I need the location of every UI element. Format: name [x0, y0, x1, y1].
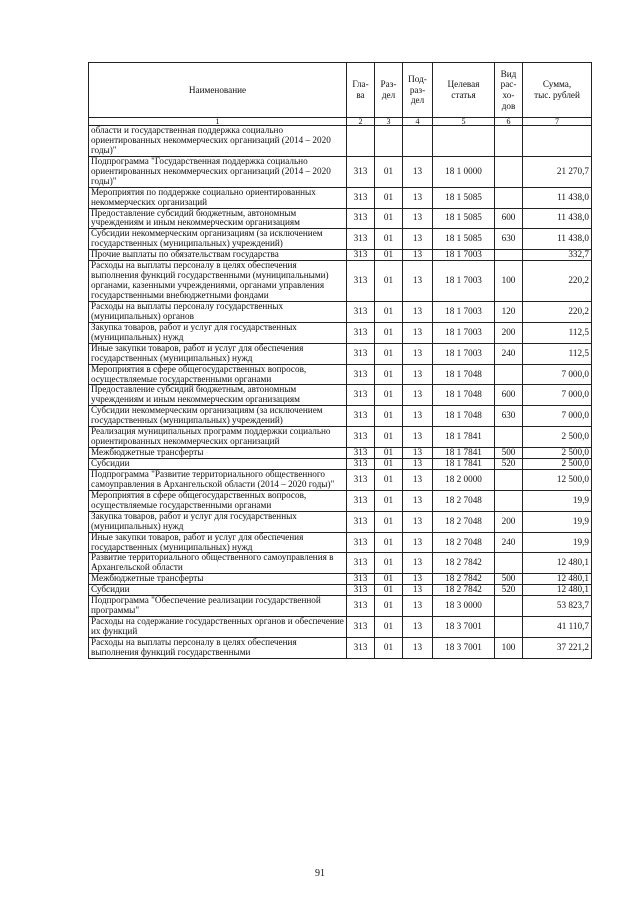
cell-sum: 7 000,0 — [523, 406, 592, 427]
budget-table — [88, 62, 592, 659]
cell-razdel: 01 — [375, 459, 403, 470]
cell-vid — [495, 469, 523, 490]
cell-statya: 18 1 5085 — [433, 187, 495, 208]
cell-glava: 313 — [347, 553, 375, 574]
cell-name: Подпрограмма "Государственная поддержка социально ориентированных некоммерческих организаций (2014 – 2020 годы)" — [89, 156, 347, 187]
cell-podrazdel: 13 — [403, 156, 433, 187]
cell-statya: 18 2 7048 — [433, 511, 495, 532]
cell-podrazdel: 13 — [403, 585, 433, 596]
cell-razdel: 01 — [375, 617, 403, 638]
header-name: Наименование — [89, 63, 347, 118]
cell-razdel: 01 — [375, 511, 403, 532]
table-row — [89, 385, 592, 406]
cell-glava: 313 — [347, 459, 375, 470]
table-row — [89, 343, 592, 364]
cell-vid: 240 — [495, 532, 523, 553]
cell-statya: 18 2 7842 — [433, 585, 495, 596]
cell-sum: 19,9 — [523, 532, 592, 553]
cell-glava: 313 — [347, 208, 375, 229]
cell-sum: 12 500,0 — [523, 469, 592, 490]
cell-razdel: 01 — [375, 364, 403, 385]
cell-glava: 313 — [347, 343, 375, 364]
cell-name: Мероприятия в сфере общегосударственных вопросов, осуществляемые государственными органами — [89, 490, 347, 511]
cell-glava: 313 — [347, 617, 375, 638]
cell-statya: 18 1 7841 — [433, 427, 495, 448]
cell-razdel: 01 — [375, 250, 403, 261]
cell-name: Расходы на выплаты персоналу в целях обеспечения выполнения функций государственными — [89, 637, 347, 658]
cell-vid — [495, 617, 523, 638]
cell-statya: 18 1 7003 — [433, 301, 495, 322]
col-number: 3 — [375, 118, 403, 126]
cell-sum: 332,7 — [523, 250, 592, 261]
cell-razdel: 01 — [375, 229, 403, 250]
cell-vid — [495, 596, 523, 617]
cell-glava: 313 — [347, 511, 375, 532]
cell-glava: 313 — [347, 596, 375, 617]
cell-sum: 112,5 — [523, 343, 592, 364]
cell-podrazdel: 13 — [403, 187, 433, 208]
cell-vid: 630 — [495, 229, 523, 250]
cell-statya: 18 1 7003 — [433, 343, 495, 364]
table-row — [89, 617, 592, 638]
cell-podrazdel: 13 — [403, 596, 433, 617]
cell-sum: 12 480,1 — [523, 553, 592, 574]
table-row — [89, 553, 592, 574]
cell-vid: 630 — [495, 406, 523, 427]
cell-razdel: 01 — [375, 585, 403, 596]
cell-sum: 7 000,0 — [523, 364, 592, 385]
cell-name: Иные закупки товаров, работ и услуг для обеспечения государственных (муниципальных) нужд — [89, 343, 347, 364]
table-row — [89, 459, 592, 470]
cell-podrazdel: 13 — [403, 448, 433, 459]
cell-podrazdel: 13 — [403, 511, 433, 532]
cell-name: Расходы на выплаты персоналу в целях обеспечения выполнения функций государственными (муниципальными) органами, казенными учреждениями, органами управления государственными внебюджетными фондами — [89, 261, 347, 302]
cell-name: Иные закупки товаров, работ и услуг для обеспечения государственных (муниципальных) нужд — [89, 532, 347, 553]
cell-glava: 313 — [347, 532, 375, 553]
cell-vid: 600 — [495, 385, 523, 406]
cell-sum: 2 500,0 — [523, 448, 592, 459]
cell-podrazdel: 13 — [403, 343, 433, 364]
cell-vid: 520 — [495, 585, 523, 596]
cell-statya: 18 3 0000 — [433, 596, 495, 617]
table-row — [89, 427, 592, 448]
cell-vid — [495, 490, 523, 511]
cell-name: Субсидии — [89, 585, 347, 596]
cell-podrazdel: 13 — [403, 574, 433, 585]
cell-vid: 500 — [495, 574, 523, 585]
cell-statya: 18 1 7003 — [433, 322, 495, 343]
cell-podrazdel: 13 — [403, 322, 433, 343]
cell-glava: 313 — [347, 261, 375, 302]
cell-sum: 2 500,0 — [523, 427, 592, 448]
table-row — [89, 364, 592, 385]
col-number: 1 — [89, 118, 347, 126]
cell-vid: 100 — [495, 261, 523, 302]
cell-podrazdel: 13 — [403, 553, 433, 574]
cell-statya: 18 1 7841 — [433, 459, 495, 470]
cell-name: Подпрограмма "Развитие территориального общественного самоуправления в Архангельской области (2014 – 2020 годы)" — [89, 469, 347, 490]
cell-glava: 313 — [347, 229, 375, 250]
header-row — [89, 63, 592, 118]
cell-podrazdel: 13 — [403, 250, 433, 261]
cell-name: Закупка товаров, работ и услуг для государственных (муниципальных) нужд — [89, 322, 347, 343]
table-row — [89, 250, 592, 261]
cell-sum: 37 221,2 — [523, 637, 592, 658]
cell-podrazdel: 13 — [403, 406, 433, 427]
cell-razdel: 01 — [375, 406, 403, 427]
cell-sum: 12 480,1 — [523, 585, 592, 596]
table-row — [89, 532, 592, 553]
cell-vid — [495, 553, 523, 574]
table-row — [89, 490, 592, 511]
cell-vid — [495, 427, 523, 448]
table-row — [89, 187, 592, 208]
table-row — [89, 126, 592, 157]
cell-glava: 313 — [347, 301, 375, 322]
col-number: 4 — [403, 118, 433, 126]
table-row — [89, 574, 592, 585]
table-row — [89, 596, 592, 617]
cell-razdel — [375, 126, 403, 157]
cell-podrazdel: 13 — [403, 229, 433, 250]
cell-glava: 313 — [347, 448, 375, 459]
cell-name: Реализация муниципальных программ поддержки социально ориентированных некоммерческих организаций — [89, 427, 347, 448]
cell-statya: 18 2 7048 — [433, 532, 495, 553]
cell-razdel: 01 — [375, 469, 403, 490]
cell-name: Расходы на выплаты персоналу государственных (муниципальных) органов — [89, 301, 347, 322]
cell-name: Мероприятия в сфере общегосударственных вопросов, осуществляемые государственными органами — [89, 364, 347, 385]
cell-razdel: 01 — [375, 532, 403, 553]
cell-razdel: 01 — [375, 574, 403, 585]
cell-vid — [495, 364, 523, 385]
header-razdel: Раз- дел — [375, 63, 403, 118]
table-row — [89, 585, 592, 596]
cell-razdel: 01 — [375, 343, 403, 364]
cell-glava: 313 — [347, 574, 375, 585]
cell-razdel: 01 — [375, 596, 403, 617]
cell-glava: 313 — [347, 250, 375, 261]
cell-statya: 18 2 7842 — [433, 553, 495, 574]
cell-name: Субсидии некоммерческим организациям (за исключением государственных (муниципальных) учреждений) — [89, 406, 347, 427]
cell-statya: 18 1 0000 — [433, 156, 495, 187]
cell-glava: 313 — [347, 490, 375, 511]
col-number: 6 — [495, 118, 523, 126]
cell-name: Предоставление субсидий бюджетным, автономным учреждениям и иным некоммерческим организациям — [89, 208, 347, 229]
table-row — [89, 322, 592, 343]
cell-glava: 313 — [347, 156, 375, 187]
cell-podrazdel — [403, 126, 433, 157]
cell-razdel: 01 — [375, 208, 403, 229]
header-sum: Сумма, тыс. рублей — [523, 63, 592, 118]
cell-vid: 240 — [495, 343, 523, 364]
cell-vid — [495, 187, 523, 208]
cell-sum: 19,9 — [523, 511, 592, 532]
cell-statya: 18 2 7842 — [433, 574, 495, 585]
cell-statya — [433, 126, 495, 157]
header-vid: Вид рас- хо- дов — [495, 63, 523, 118]
cell-sum: 21 270,7 — [523, 156, 592, 187]
cell-statya: 18 3 7001 — [433, 617, 495, 638]
cell-sum: 2 500,0 — [523, 459, 592, 470]
cell-vid: 600 — [495, 208, 523, 229]
cell-podrazdel: 13 — [403, 532, 433, 553]
cell-vid: 100 — [495, 637, 523, 658]
cell-glava: 313 — [347, 469, 375, 490]
table-row — [89, 406, 592, 427]
cell-razdel: 01 — [375, 156, 403, 187]
table-row — [89, 261, 592, 302]
cell-vid: 200 — [495, 511, 523, 532]
cell-sum: 220,2 — [523, 261, 592, 302]
table-row — [89, 301, 592, 322]
cell-razdel: 01 — [375, 448, 403, 459]
cell-sum: 112,5 — [523, 322, 592, 343]
cell-podrazdel: 13 — [403, 385, 433, 406]
cell-vid: 500 — [495, 448, 523, 459]
cell-name: Межбюджетные трансферты — [89, 448, 347, 459]
table-row — [89, 156, 592, 187]
cell-razdel: 01 — [375, 553, 403, 574]
cell-vid: 200 — [495, 322, 523, 343]
cell-sum: 41 110,7 — [523, 617, 592, 638]
cell-razdel: 01 — [375, 637, 403, 658]
cell-statya: 18 1 7003 — [433, 261, 495, 302]
cell-podrazdel: 13 — [403, 301, 433, 322]
cell-podrazdel: 13 — [403, 459, 433, 470]
cell-name: Закупка товаров, работ и услуг для государственных (муниципальных) нужд — [89, 511, 347, 532]
cell-sum: 12 480,1 — [523, 574, 592, 585]
cell-name: области и государственная поддержка социально ориентированных некоммерческих организаций (2014 – 2020 годы)" — [89, 126, 347, 157]
cell-glava: 313 — [347, 585, 375, 596]
cell-podrazdel: 13 — [403, 208, 433, 229]
header-podrazdel: Под- раз- дел — [403, 63, 433, 118]
table-row — [89, 637, 592, 658]
cell-glava: 313 — [347, 637, 375, 658]
cell-podrazdel: 13 — [403, 261, 433, 302]
cell-glava: 313 — [347, 364, 375, 385]
cell-statya: 18 1 7048 — [433, 364, 495, 385]
cell-glava — [347, 126, 375, 157]
cell-vid: 120 — [495, 301, 523, 322]
header-statya: Целевая статья — [433, 63, 495, 118]
cell-podrazdel: 13 — [403, 637, 433, 658]
table-row — [89, 448, 592, 459]
cell-sum — [523, 126, 592, 157]
cell-name: Расходы на содержание государственных органов и обеспечение их функций — [89, 617, 347, 638]
cell-podrazdel: 13 — [403, 427, 433, 448]
cell-sum: 7 000,0 — [523, 385, 592, 406]
cell-sum: 53 823,7 — [523, 596, 592, 617]
cell-statya: 18 1 7048 — [433, 385, 495, 406]
cell-statya: 18 3 7001 — [433, 637, 495, 658]
cell-name: Мероприятия по поддержке социально ориентированных некоммерческих организаций — [89, 187, 347, 208]
table-row — [89, 229, 592, 250]
cell-razdel: 01 — [375, 490, 403, 511]
cell-name: Предоставление субсидий бюджетным, автономным учреждениям и иным некоммерческим организациям — [89, 385, 347, 406]
cell-glava: 313 — [347, 385, 375, 406]
cell-statya: 18 1 7048 — [433, 406, 495, 427]
cell-statya: 18 2 0000 — [433, 469, 495, 490]
cell-statya: 18 1 7841 — [433, 448, 495, 459]
cell-name: Подпрограмма "Обеспечение реализации государственной программы" — [89, 596, 347, 617]
cell-sum: 11 438,0 — [523, 229, 592, 250]
cell-name: Прочие выплаты по обязательствам государства — [89, 250, 347, 261]
cell-podrazdel: 13 — [403, 364, 433, 385]
cell-podrazdel: 13 — [403, 490, 433, 511]
cell-razdel: 01 — [375, 385, 403, 406]
table-row — [89, 208, 592, 229]
cell-vid: 520 — [495, 459, 523, 470]
cell-statya: 18 2 7048 — [433, 490, 495, 511]
cell-statya: 18 1 5085 — [433, 208, 495, 229]
table-body — [89, 126, 592, 659]
col-number: 2 — [347, 118, 375, 126]
table-row — [89, 469, 592, 490]
cell-statya: 18 1 5085 — [433, 229, 495, 250]
cell-name: Развитие территориального общественного самоуправления в Архангельской области — [89, 553, 347, 574]
col-number: 5 — [433, 118, 495, 126]
cell-razdel: 01 — [375, 322, 403, 343]
cell-glava: 313 — [347, 187, 375, 208]
cell-podrazdel: 13 — [403, 617, 433, 638]
cell-razdel: 01 — [375, 187, 403, 208]
cell-vid — [495, 156, 523, 187]
cell-sum: 220,2 — [523, 301, 592, 322]
cell-razdel: 01 — [375, 301, 403, 322]
cell-sum: 11 438,0 — [523, 208, 592, 229]
cell-razdel: 01 — [375, 427, 403, 448]
cell-name: Межбюджетные трансферты — [89, 574, 347, 585]
col-number: 7 — [523, 118, 592, 126]
cell-statya: 18 1 7003 — [433, 250, 495, 261]
cell-name: Субсидии некоммерческим организациям (за исключением государственных (муниципальных) учреждений) — [89, 229, 347, 250]
cell-name: Субсидии — [89, 459, 347, 470]
page-number: 91 — [315, 868, 325, 879]
table-row — [89, 511, 592, 532]
header-glava: Гла- ва — [347, 63, 375, 118]
cell-glava: 313 — [347, 427, 375, 448]
cell-glava: 313 — [347, 322, 375, 343]
cell-sum: 11 438,0 — [523, 187, 592, 208]
cell-razdel: 01 — [375, 261, 403, 302]
cell-sum: 19,9 — [523, 490, 592, 511]
cell-vid — [495, 126, 523, 157]
cell-podrazdel: 13 — [403, 469, 433, 490]
cell-glava: 313 — [347, 406, 375, 427]
cell-vid — [495, 250, 523, 261]
